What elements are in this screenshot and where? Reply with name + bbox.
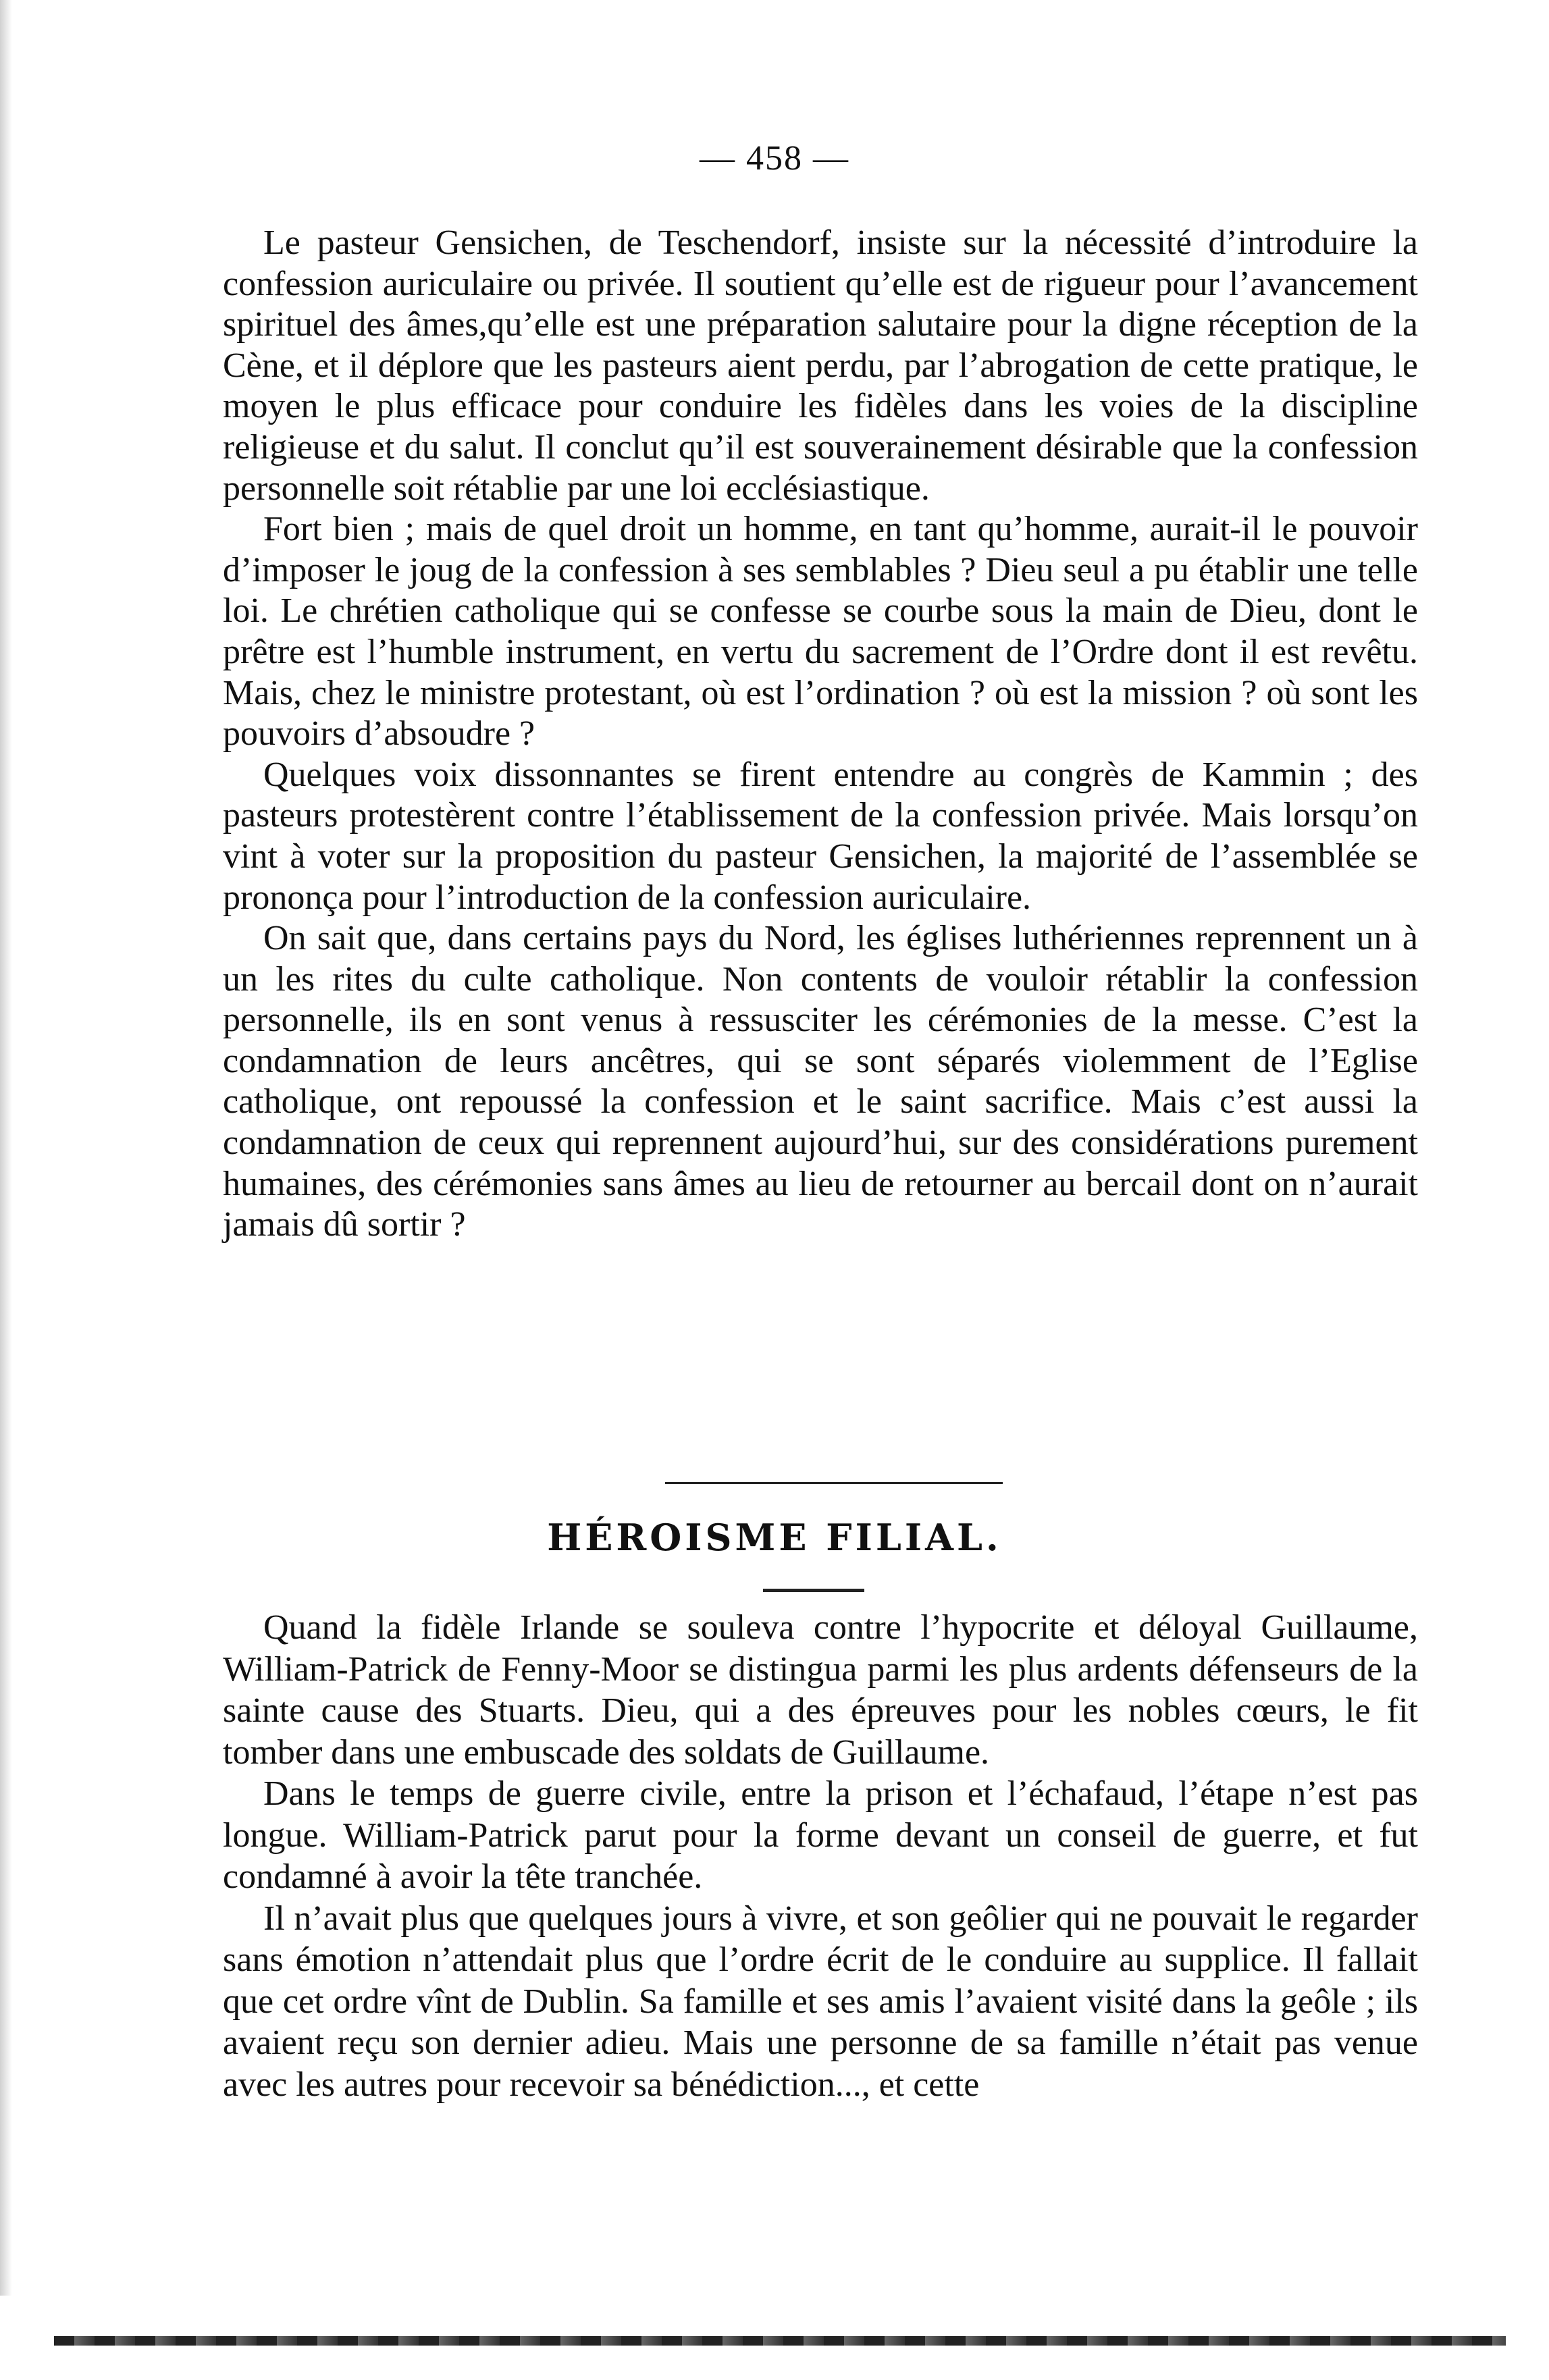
section-heroisme-text	[223, 1607, 1418, 2105]
section-title: HÉROISME FILIAL.	[547, 1516, 1002, 1559]
title-underline	[763, 1589, 864, 1592]
footer-rule	[54, 2336, 1506, 2346]
paragraph: Dans le temps de guerre civile, entre la prison et l’échafaud, l’étape n’est pas longue. William-Patrick parut pour la forme devant un conseil de guerre, et fut condamné à avoir la tête tranchée.	[223, 1774, 1418, 1896]
paragraph: Il n’avait plus que quelques jours à vivre, et son geôlier qui ne pouvait le regarder sans émotion n’attendait plus que l’ordre écrit de le conduire au supplice. Il fallait que cet ordre vînt de Dublin. Sa famille et ses amis l’avaient visité dans la geôle ; ils avaient reçu son dernier adieu. Mais une personne de sa famille n’était pas venue avec les autres pour recevoir sa bénédiction..., et cette	[223, 1899, 1418, 2104]
paragraph: Le pasteur Gensichen, de Teschendorf, insiste sur la nécessité d’introduire la confession auriculaire ou privée. Il soutient qu’elle est de rigueur pour l’avancement spirituel des âmes,qu’elle est une préparation salutaire pour la digne réception de la Cène, et il déplore que les pasteurs aient perdu, par l’abrogation de cette pratique, le moyen le plus efficace pour conduire les fidèles dans les voies de la discipline religieuse et du salut. Il conclut qu’il est souverainement désirable que la confession personnelle soit rétablie par une loi ecclésiastique.	[223, 223, 1418, 508]
paragraph: Quelques voix dissonnantes se firent entendre au congrès de Kammin ; des pasteurs protestèrent contre l’établissement de la confession privée. Mais lorsqu’on vint à voter sur la proposition du pasteur Gensichen, la majorité de l’assemblée se prononça pour l’introduction de la confession auriculaire.	[223, 755, 1418, 917]
page-number: — 458 —	[700, 139, 849, 178]
paragraph: Fort bien ; mais de quel droit un homme, en tant qu’homme, aurait-il le pouvoir d’imposer le joug de la confession à ses semblables ? Dieu seul a pu établir une telle loi. Le chrétien catholique qui se confesse se courbe sous la main de Dieu, dont le prêtre est l’humble instrument, en vertu du sacrement de l’Ordre dont il est revêtu. Mais, chez le ministre protestant, où est l’ordination ? où est la mission ? où sont les pouvoirs d’absoudre ?	[223, 510, 1418, 753]
section-divider	[665, 1482, 1003, 1484]
paragraph: Quand la fidèle Irlande se souleva contre l’hypocrite et déloyal Guillaume, William-Patrick de Fenny-Moor se distingua parmi les plus ardents défenseurs de la sainte cause des Stuarts. Dieu, qui a des épreuves pour les nobles cœurs, le fit tomber dans une embuscade des soldats de Guillaume.	[223, 1608, 1418, 1772]
scan-edge-shadow	[0, 0, 12, 2296]
section-confession-text	[223, 223, 1418, 1246]
paragraph: On sait que, dans certains pays du Nord, les églises luthériennes reprennent un à un les rites du culte catholique. Non contents de vouloir rétablir la confession personnelle, ils en sont venus à ressusciter les cérémonies de la messe. C’est la condamnation de leurs ancêtres, qui se sont séparés violemment de l’Eglise catholique, ont repoussé la confession et le saint sacrifice. Mais c’est aussi la condamnation de ceux qui reprennent aujourd’hui, sur des considérations purement humaines, des cérémonies sans âmes au lieu de retourner au bercail dont on n’aurait jamais dû sortir ?	[223, 919, 1418, 1244]
